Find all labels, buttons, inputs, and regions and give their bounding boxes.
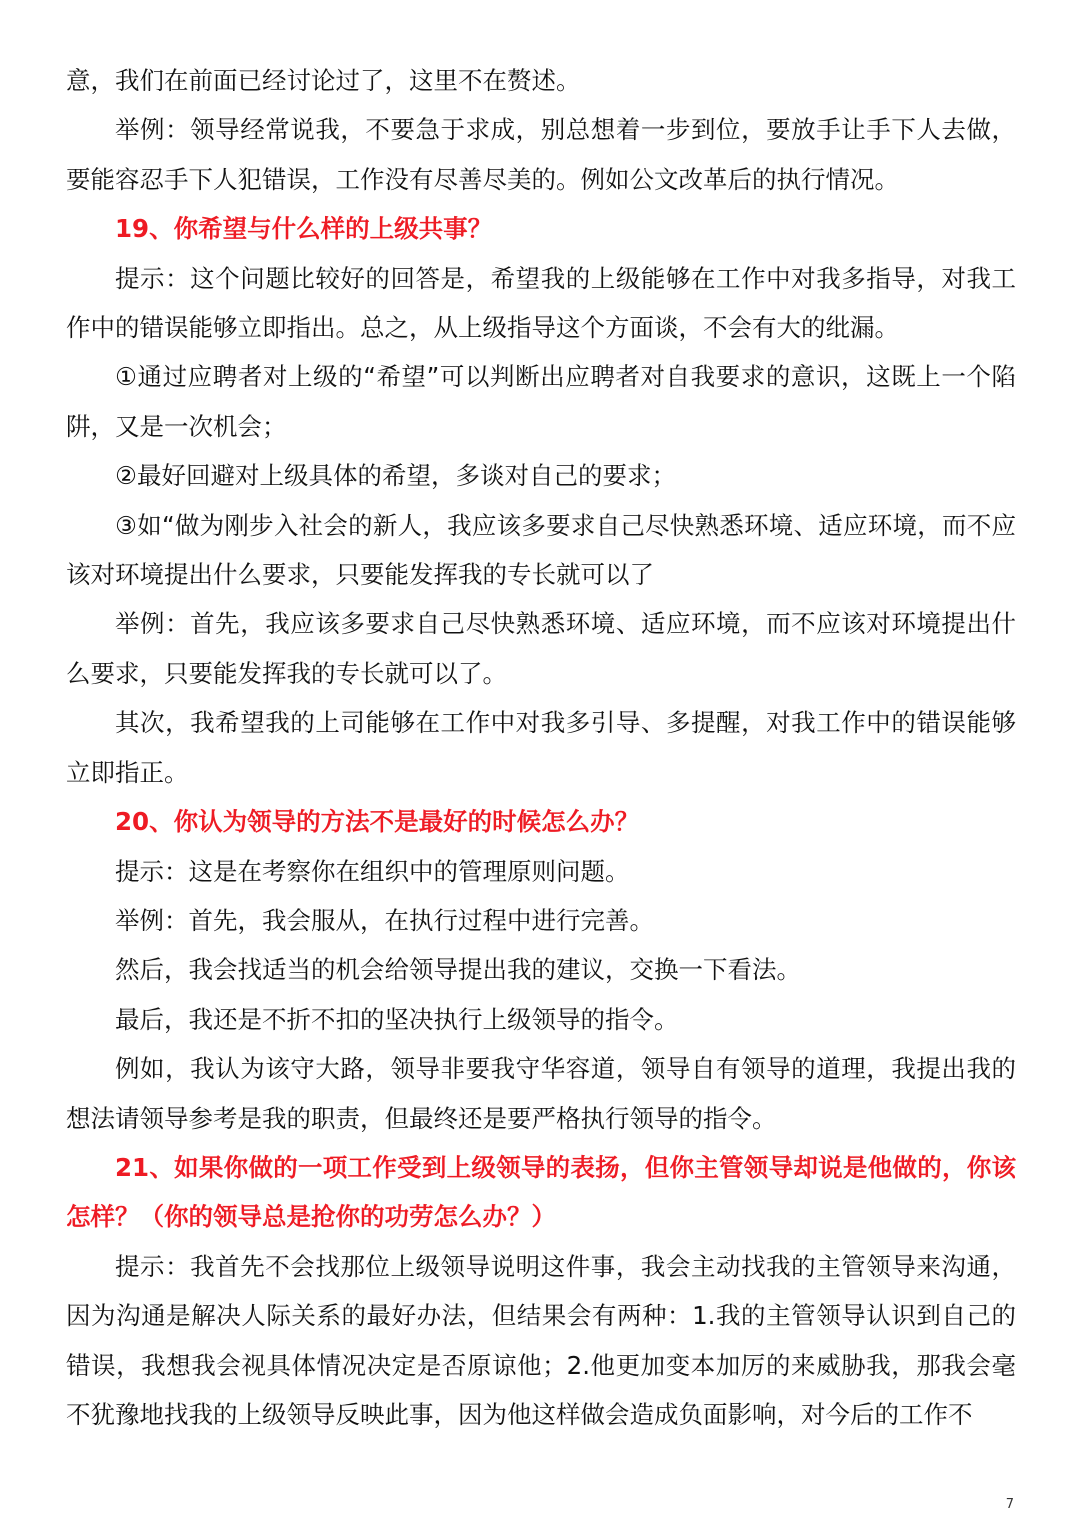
paragraph-body: 然后，我会找适当的机会给领导提出我的建议，交换一下看法。 xyxy=(115,955,801,985)
question-heading-19: 19、你希望与什么样的上级共事？ xyxy=(115,214,493,244)
paragraph-example: 举例：首先，我会服从，在执行过程中进行完善。 xyxy=(115,905,654,935)
paragraph-point-2: ②最好回避对上级具体的希望，多谈对自己的要求； xyxy=(115,461,676,491)
paragraph-example: 举例：领导经常说我，不要急于求成，别总想着一步到位，要放手让手下人去做，要能容忍手下人犯错误，工作没有尽善尽美的。例如公文改革后的执行情况。 xyxy=(66,115,1016,194)
paragraph-point-3: ③如“做为刚步入社会的新人，我应该多要求自己尽快熟悉环境、适应环境，而不应该对环境提出什么要求，只要能发挥我的专长就可以了 xyxy=(66,510,1016,590)
paragraph-body: 其次，我希望我的上司能够在工作中对我多引导、多提醒，对我工作中的错误能够立即指正。 xyxy=(66,708,1016,787)
paragraph-hint: 提示：我首先不会找那位上级领导说明这件事，我会主动找我的主管领导来沟通，因为沟通是解决人际关系的最好办法，但结果会有两种：1.我的主管领导认识到自己的错误，我想我会视具体情况决定是否原谅他；2.他更加变本加厉的来威胁我，那我会毫不犹豫地找我的上级领导反映此事，因为他这样做会造成负面影响，对今后的工作不 xyxy=(66,1251,1016,1429)
paragraph-body: 例如，我认为该守大路，领导非要我守华容道，领导自有领导的道理，我提出我的想法请领导参考是我的职责，但最终还是要严格执行领导的指令。 xyxy=(66,1054,1016,1133)
document-body xyxy=(66,56,1016,1439)
paragraph-hint: 提示：这是在考察你在组织中的管理原则问题。 xyxy=(115,856,630,886)
question-heading-20: 20、你认为领导的方法不是最好的时候怎么办？ xyxy=(115,807,640,837)
paragraph-continuation: 意，我们在前面已经讨论过了，这里不在赘述。 xyxy=(66,66,581,95)
paragraph-hint: 提示：这个问题比较好的回答是，希望我的上级能够在工作中对我多指导，对我工作中的错误能够立即指出。总之，从上级指导这个方面谈，不会有大的纰漏。 xyxy=(66,263,1016,343)
question-heading-21: 21、如果你做的一项工作受到上级领导的表扬，但你主管领导却说是他做的，你该怎样？（你的领导总是抢你的功劳怎么办？） xyxy=(66,1152,1016,1232)
paragraph-body: 最后，我还是不折不扣的坚决执行上级领导的指令。 xyxy=(115,1004,679,1034)
page-number: 7 xyxy=(1005,1497,1014,1512)
paragraph-point-1: ①通过应聘者对上级的“希望”可以判断出应聘者对自我要求的意识，这既上一个陷阱，又是一次机会； xyxy=(66,362,1016,441)
paragraph-example: 举例：首先，我应该多要求自己尽快熟悉环境、适应环境，而不应该对环境提出什么要求，只要能发挥我的专长就可以了。 xyxy=(66,609,1016,688)
